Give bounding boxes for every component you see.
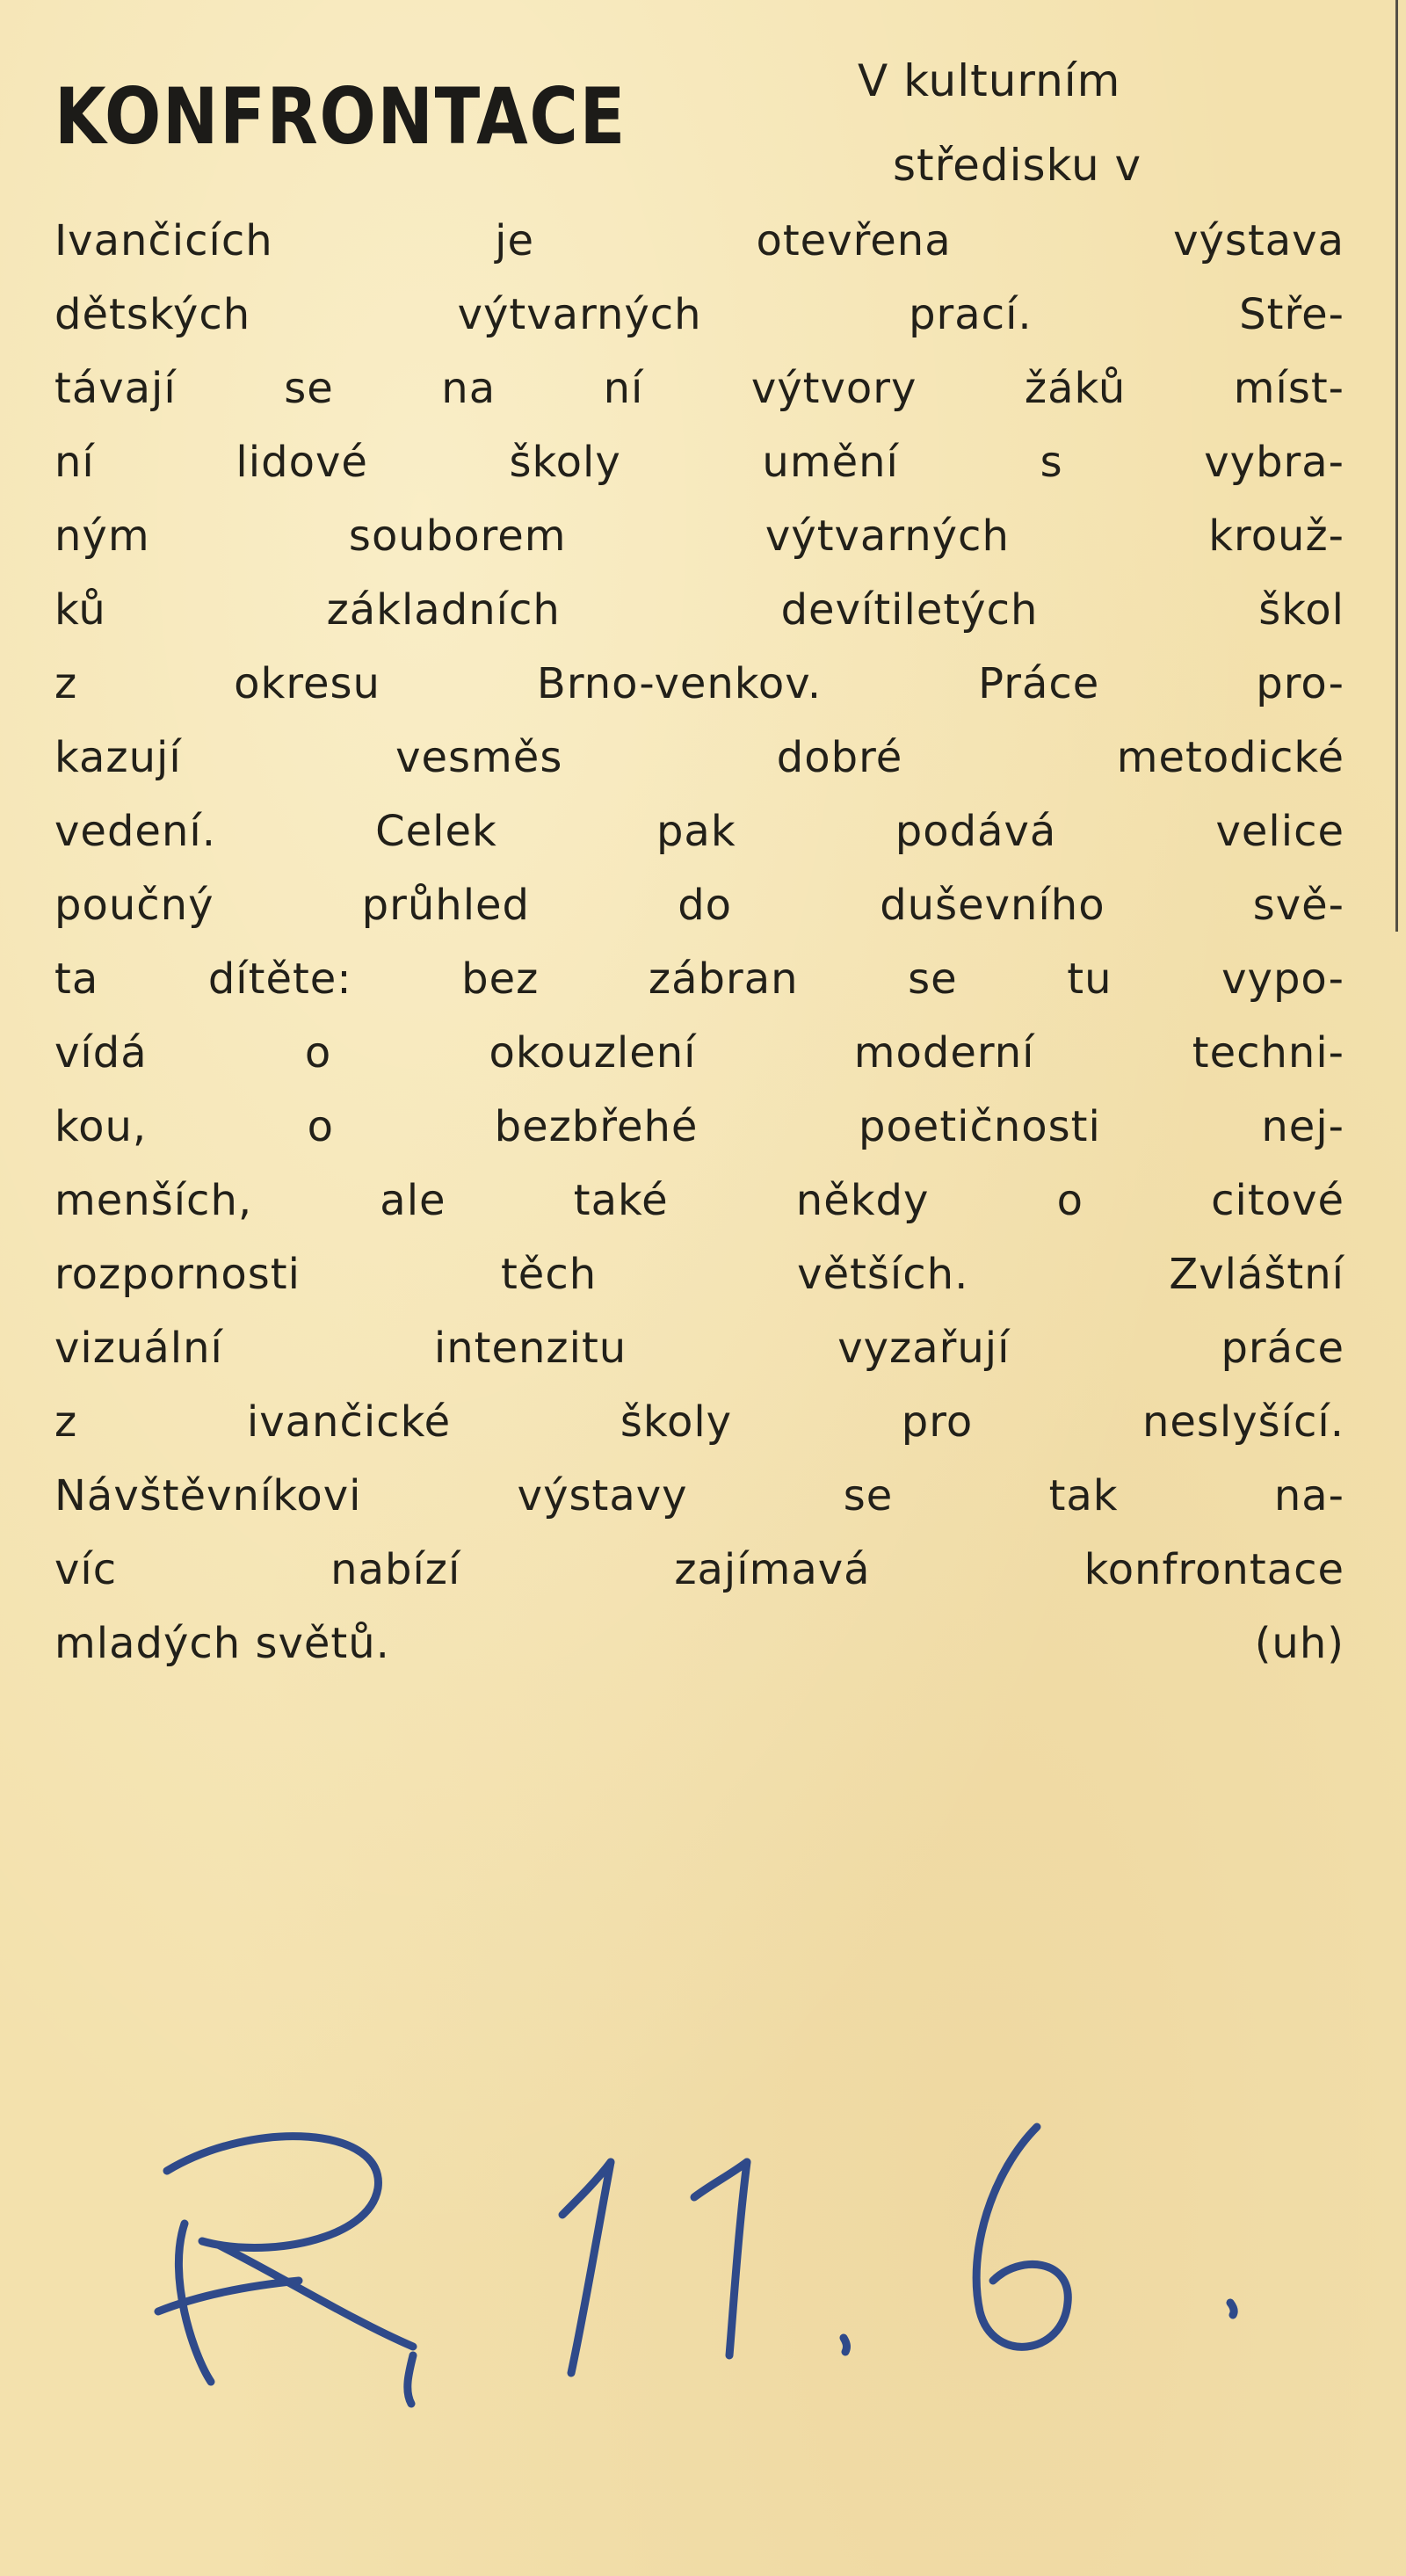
body-line: dětských výtvarných prací. Stře- [54, 290, 1344, 339]
article-body [54, 204, 1344, 1680]
author-initials: (uh) [1254, 1619, 1344, 1668]
body-line: z okresu Brno-venkov. Práce pro- [54, 659, 1344, 708]
lead-line-1: V kulturním [858, 55, 1121, 106]
body-line-last [54, 1607, 1344, 1680]
body-line: vídá o okouzlení moderní techni- [54, 1028, 1344, 1078]
body-line: Ivančicích je otevřena výstava [54, 216, 1344, 265]
handwritten-date-annotation [149, 2092, 1309, 2408]
article-title: KONFRONTACE [54, 71, 627, 162]
body-line: Návštěvníkovi výstavy se tak na- [54, 1471, 1344, 1520]
body-line: vizuální intenzitu vyzařují práce [54, 1324, 1344, 1373]
clipping-edge [1395, 0, 1398, 932]
body-line: z ivančické školy pro neslyšící. [54, 1397, 1344, 1447]
body-line: ní lidové školy umění s vybra- [54, 438, 1344, 487]
body-line: vedení. Celek pak podává velice [54, 807, 1344, 856]
body-line: menších, ale také někdy o citové [54, 1176, 1344, 1225]
body-line: ta dítěte: bez zábran se tu vypo- [54, 954, 1344, 1004]
body-line: víc nabízí zajímavá konfrontace [54, 1545, 1344, 1594]
body-line: poučný průhled do duševního svě- [54, 881, 1344, 930]
body-line: ným souborem výtvarných krouž- [54, 512, 1344, 561]
body-line: kazují vesměs dobré metodické [54, 733, 1344, 782]
lead-line-2: středisku v [893, 140, 1142, 191]
body-line: kou, o bezbřehé poetičnosti nej- [54, 1102, 1344, 1151]
body-line-text: mladých světů. [54, 1619, 390, 1668]
body-line: távají se na ní výtvory žáků míst- [54, 364, 1344, 413]
handwriting-strokes [149, 2092, 1309, 2408]
body-line: rozpornosti těch větších. Zvláštní [54, 1250, 1344, 1299]
body-line: ků základních devítiletých škol [54, 585, 1344, 635]
